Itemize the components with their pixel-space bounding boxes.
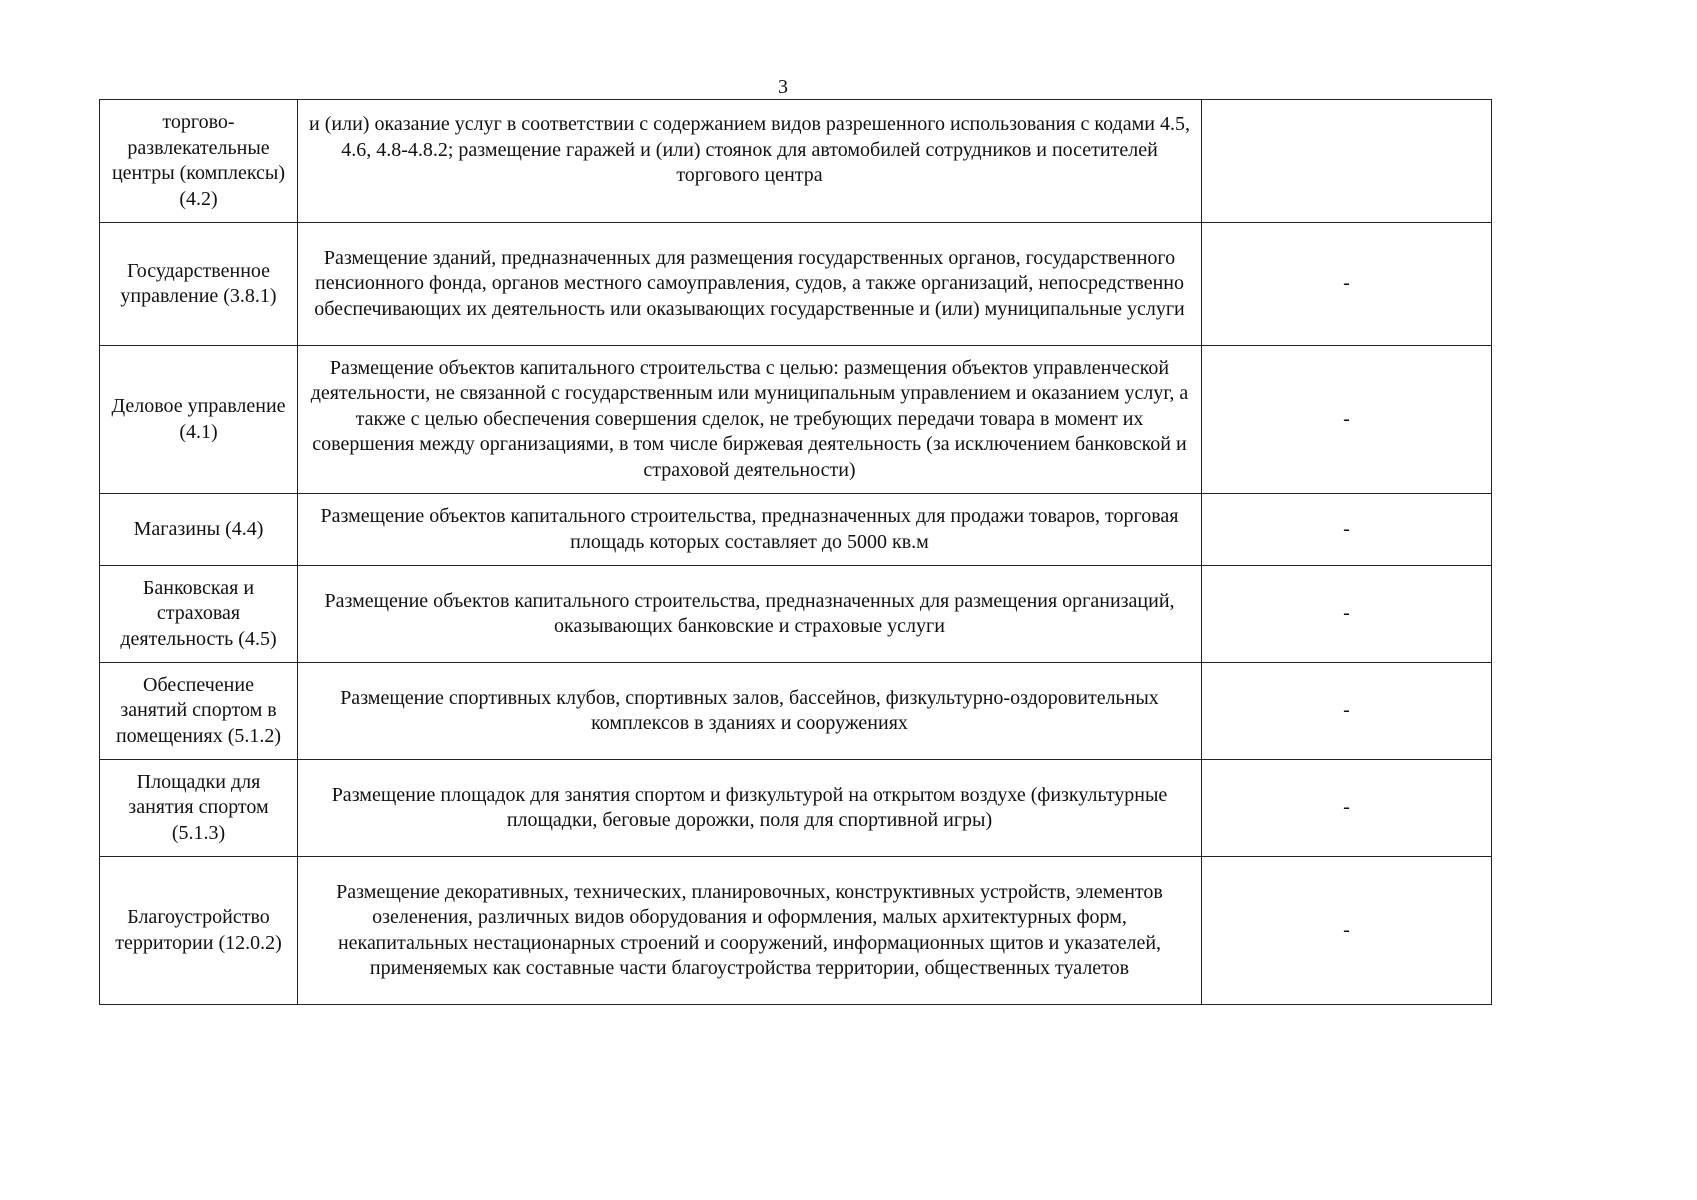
description-cell: Размещение зданий, предназначенных для размещения государственных органов, государственного пенсионного фонда, органов местного самоуправления, судов, а также организаций, непосредственно обеспечивающих их деятельность или оказывающих государственные и (или) муниципальные услуги (298, 223, 1202, 346)
note-cell: - (1202, 663, 1492, 760)
description-cell: Размещение спортивных клубов, спортивных залов, бассейнов, физкультурно-оздоровительных комплексов в зданиях и сооружениях (298, 663, 1202, 760)
use-type-cell: Деловое управление (4.1) (100, 346, 298, 494)
page-number: 3 (778, 76, 788, 98)
note-cell: - (1202, 857, 1492, 1005)
table-row (100, 346, 1492, 494)
use-type-cell: Магазины (4.4) (100, 494, 298, 566)
description-cell: Размещение объектов капитального строительства, предназначенных для размещения организаций, оказывающих банковские и страховые услуги (298, 566, 1202, 663)
table-row (100, 494, 1492, 566)
note-cell: - (1202, 346, 1492, 494)
table-row (100, 663, 1492, 760)
use-type-cell: Обеспечение занятий спортом в помещениях (5.1.2) (100, 663, 298, 760)
description-cell: Размещение объектов капитального строительства с целью: размещения объектов управленческой деятельности, не связанной с государственным или муниципальным управлением и оказанием услуг, а также с целью обеспечения совершения сделок, не требующих передачи товара в момент их совершения между организациями, в том числе биржевая деятельность (за исключением банковской и страховой деятельности) (298, 346, 1202, 494)
use-type-cell: Благоустройство территории (12.0.2) (100, 857, 298, 1005)
table-row (100, 857, 1492, 1005)
description-cell: Размещение площадок для занятия спортом и физкультурой на открытом воздухе (физкультурные площадки, беговые дорожки, поля для спортивной игры) (298, 760, 1202, 857)
note-cell: - (1202, 223, 1492, 346)
use-type-cell: Банковская и страховая деятельность (4.5) (100, 566, 298, 663)
description-cell: и (или) оказание услуг в соответствии с содержанием видов разрешенного использования с кодами 4.5, 4.6, 4.8-4.8.2; размещение гаражей и (или) стоянок для автомобилей сотрудников и посетителей торгового центра (298, 100, 1202, 223)
table-row (100, 223, 1492, 346)
description-cell: Размещение декоративных, технических, планировочных, конструктивных устройств, элементов озеленения, различных видов оборудования и оформления, малых архитектурных форм, некапитальных нестационарных строений и сооружений, информационных щитов и указателей, применяемых как составные части благоустройства территории, общественных туалетов (298, 857, 1202, 1005)
use-type-cell: Государственное управление (3.8.1) (100, 223, 298, 346)
note-cell (1202, 100, 1492, 223)
land-use-table (99, 99, 1492, 1005)
note-cell: - (1202, 760, 1492, 857)
table-row (100, 100, 1492, 223)
table-row (100, 566, 1492, 663)
use-type-cell: Площадки для занятия спортом (5.1.3) (100, 760, 298, 857)
use-type-cell: торгово-развлекательные центры (комплексы) (4.2) (100, 100, 298, 223)
description-cell: Размещение объектов капитального строительства, предназначенных для продажи товаров, торговая площадь которых составляет до 5000 кв.м (298, 494, 1202, 566)
note-cell: - (1202, 566, 1492, 663)
note-cell: - (1202, 494, 1492, 566)
table-row (100, 760, 1492, 857)
